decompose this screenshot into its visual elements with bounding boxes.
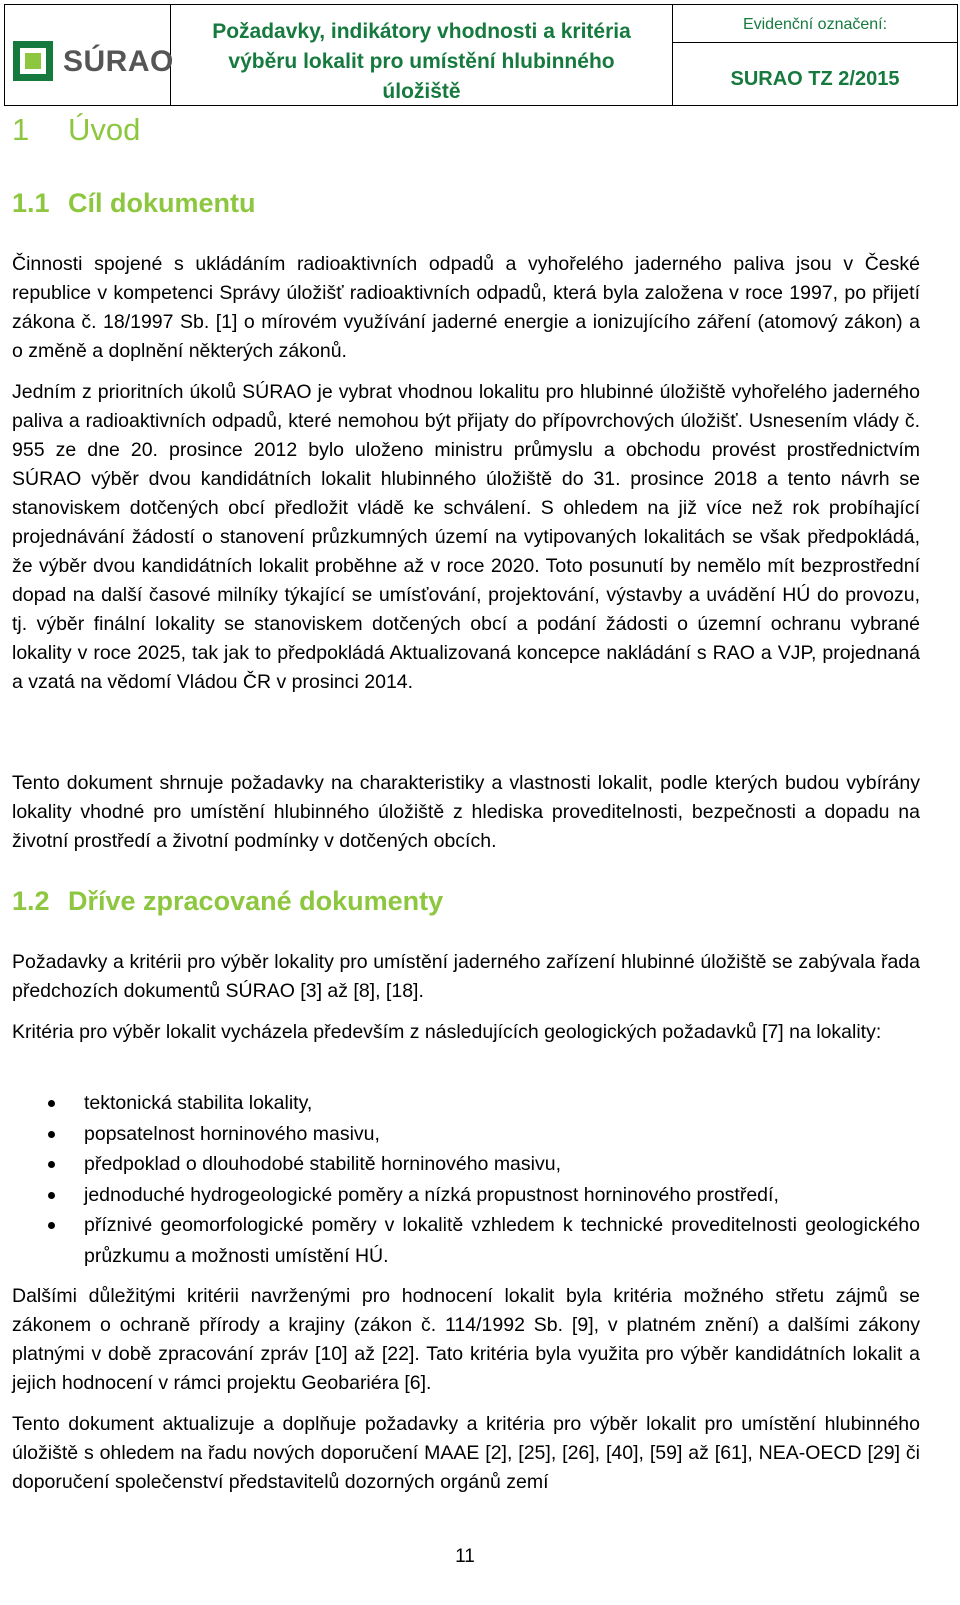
bullet-icon — [48, 1222, 55, 1229]
surao-logo — [5, 5, 174, 105]
logo-text: SÚRAO — [63, 45, 174, 78]
list-item-text: popsatelnost horninového masivu, — [84, 1122, 380, 1145]
bullet-icon — [48, 1192, 55, 1199]
section-title: Dříve zpracované dokumenty — [68, 886, 444, 916]
paragraph: Požadavky a kritérii pro výběr lokality pro umístění jaderného zařízení hlubinné úložiště se zabývala řada předchozích dokumentů SÚRAO [3] až [8], [18]. — [12, 951, 920, 1002]
list-item-text: jednoduché hydrogeologické poměry a nízká propustnost horninového prostředí, — [84, 1183, 779, 1206]
bullet-icon — [48, 1100, 55, 1107]
paragraph: Dalšími důležitými kritérii navrženými pro hodnocení lokalit byla kritéria možného střetu zájmů se zákonem o ochraně přírody a krajiny (zákon č. 114/1992 Sb. [9], v platném znění) a dalšími zákony platnými v době zpracování zpráv [10] až [22]. Tato kritéria byla využita pro výběr kandidátních lokalit a jejich hodnocení v rámci projektu Geobariéra [6]. — [12, 1285, 920, 1394]
paragraph: Tento dokument shrnuje požadavky na charakteristiky a vlastnosti lokalit, podle kterých budou vybírány lokality vhodné pro umístění hlubinného úložiště z hlediska proveditelnosti, bezpečnosti a dopadu na životní prostředí a životní podmínky v dotčených obcích. — [12, 772, 920, 852]
section-heading-1-1 — [12, 188, 256, 219]
page-number: 11 — [455, 1546, 475, 1567]
list-item-text: předpoklad o dlouhodobé stabilitě horninového masivu, — [84, 1153, 561, 1175]
section-number: 1.2 — [12, 886, 50, 916]
list-item — [12, 1088, 920, 1119]
paragraph: Jedním z prioritních úkolů SÚRAO je vybrat vhodnou lokalitu pro hlubinné úložiště vyhořelého jaderného paliva a radioaktivních odpadů, které nemohou být přijaty do přípovrchových úložišť. Usnesením vlády č. 955 ze dne 20. prosince 2012 bylo uloženo ministru průmyslu a obchodu provést prostřednictvím SÚRAO výběr dvou kandidátních lokalit hlubinného úložiště do 31. prosince 2018 a tento návrh se stanoviskem dotčených obcí předložit vládě ke schválení. S ohledem na již více než rok probíhající projednávání žádostí o stanovení průzkumných území na vytipovaných lokalitách se však předpokládá, že výběr dvou kandidátních lokalit proběhne až v roce 2020. Toto posunutí by nemělo mít bezprostřední dopad na další časové milníky týkající se umísťování, projektování, výstavby a uvádění HÚ do provozu, tj. výběr finální lokality se stanoviskem dotčených obcí a podání žádosti o územní ochranu vybrané lokality v roce 2025, tak jak to předpokládá Aktualizovaná koncepce nakládání s RAO a VJP, projednaná a vzatá na vědomí Vládou ČR v prosinci 2014. — [12, 381, 920, 693]
section-title: Úvod — [68, 112, 141, 147]
document-header — [4, 4, 958, 106]
list-item-text: příznivé geomorfologické poměry v lokalitě vzhledem k technické proveditelnosti geologického průzkumu a možnosti umístění HÚ. — [84, 1214, 920, 1267]
bullet-icon — [48, 1161, 55, 1168]
document-id-value: SURAO TZ 2/2015 — [730, 68, 900, 90]
surao-logo-icon — [13, 41, 53, 81]
list-item — [12, 1149, 920, 1180]
section-heading-1-2 — [12, 886, 443, 917]
paragraph: Kritéria pro výběr lokalit vycházela především z následujících geologických požadavků [7] na lokality: — [12, 1021, 882, 1043]
list-item — [12, 1119, 920, 1150]
criteria-list — [12, 1088, 920, 1271]
list-item — [12, 1210, 920, 1271]
section-title: Cíl dokumentu — [68, 188, 256, 218]
list-item-text: tektonická stabilita lokality, — [84, 1092, 313, 1114]
bullet-icon — [48, 1131, 55, 1138]
section-number: 1 — [12, 112, 30, 147]
list-item — [12, 1180, 920, 1211]
document-title: Požadavky, indikátory vhodnosti a kritéria výběru lokalit pro umístění hlubinného úložiště — [171, 5, 673, 105]
paragraph: Činnosti spojené s ukládáním radioaktivních odpadů a vyhořelého jaderného paliva jsou v České republice v kompetenci Správy úložišť radioaktivních odpadů, která byla založena v roce 1997, po přijetí zákona č. 18/1997 Sb. [1] o mírovém využívání jaderné energie a ionizujícího záření (atomový zákon) a o změně a doplnění některých zákonů. — [12, 253, 920, 362]
paragraph: Tento dokument aktualizuje a doplňuje požadavky a kritéria pro výběr lokalit pro umístění hlubinného úložiště s ohledem na řadu nových doporučení MAAE [2], [25], [26], [40], [59] až [61], NEA-OECD [29] či doporučení společenství představitelů dozorných orgánů zemí — [12, 1413, 920, 1493]
document-id-label: Evidenční označení: — [673, 5, 957, 43]
section-heading-1 — [12, 112, 140, 148]
section-number: 1.1 — [12, 188, 50, 218]
